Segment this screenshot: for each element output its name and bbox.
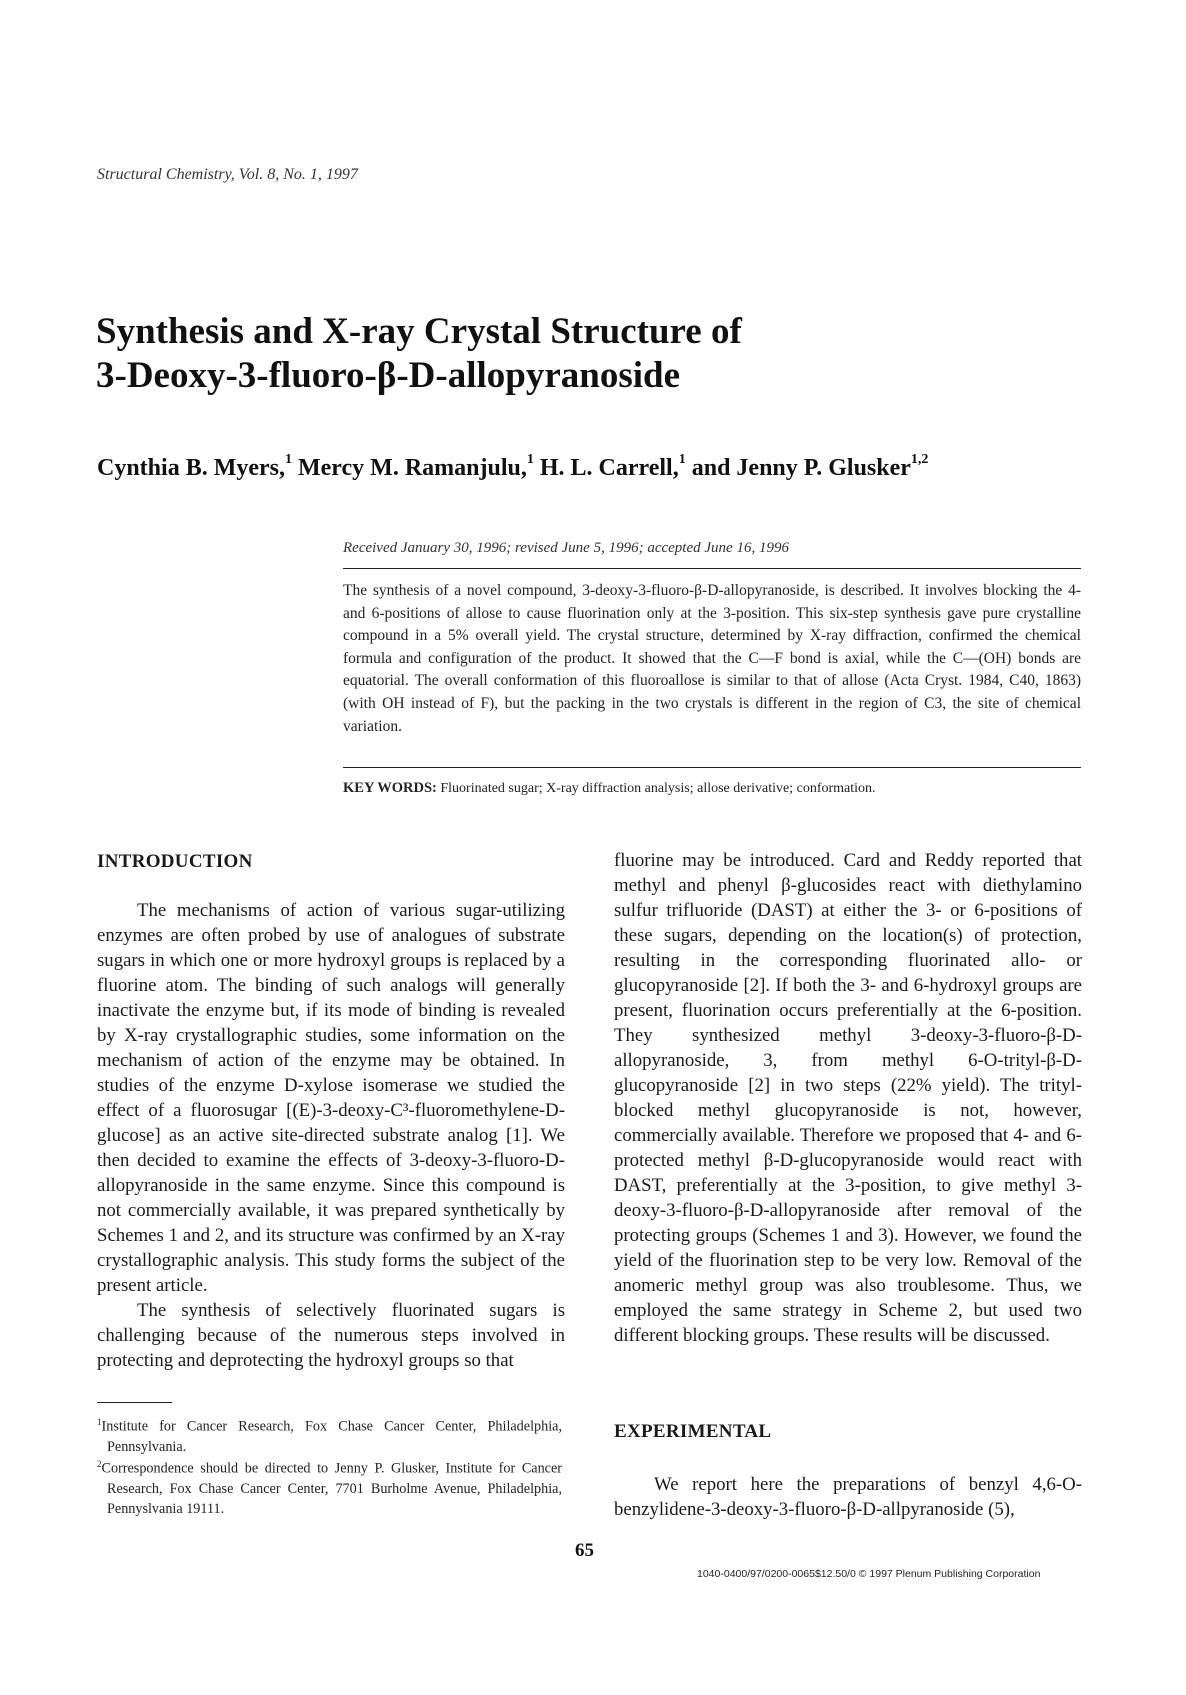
author-affiliation-mark: 1 — [285, 452, 292, 467]
footnote — [97, 1412, 562, 1457]
footnote-mark: 1 — [97, 1417, 102, 1427]
abstract: The synthesis of a novel compound, 3-deoxy-3-fluoro-β-D-allopyranoside, is described. It involves blocking the 4- and 6-positions of allose to cause fluorination only at the 3-position. This six-step synthesis gave pure crystalline compound in a 5% overall yield. The crystal structure, determined by X-ray diffraction, confirmed the chemical formula and configuration of the product. It showed that the C—F bond is axial, while the C—(OH) bonds are equatorial. The overall conformation of this fluoroallose is similar to that of allose (Acta Cryst. 1984, C40, 1863) (with OH instead of F), but the packing in the two crystals is different in the region of C3, the site of chemical variation. — [343, 582, 1081, 735]
footnote-text: Correspondence should be directed to Jenny P. Glusker, Institute for Cancer Research, Fox Chase Cancer Center, 7701 Burholme Avenue, Philadelphia, Pennyslvania 19111. — [101, 1460, 562, 1517]
footnote-rule — [97, 1402, 172, 1403]
paragraph: fluorine may be introduced. Card and Reddy reported that methyl and phenyl β-glucosides react with diethylamino sulfur trifluoride (DAST) at either the 3- or 6-positions of these sugars, depending on the location(s) of protection, resulting in the corresponding fluorinated allo- or glucopyranoside [2]. If both the 3- and 6-hydroxyl groups are present, fluorination occurs preferentially at the 6-position. They synthesized methyl 3-deoxy-3-fluoro-β-D-allopyranoside, 3, from methyl 6-O-trityl-β-D-glucopyranoside [2] in two steps (22% yield). The trityl-blocked methyl glucopyranoside is not, however, commercially available. Therefore we proposed that 4- and 6-protected methyl β-D-glucopyranoside would react with DAST, preferentially at the 3-position, to give methyl 3-deoxy-3-fluoro-β-D-allopyranoside after removal of the protecting groups (Schemes 1 and 3). However, we found the yield of the fluorination step to be very low. Removal of the anomeric methyl group was also troublesome. Thus, we employed the same strategy in Scheme 2, but used two different blocking groups. These results will be discussed. — [614, 850, 1082, 1346]
section-heading-experimental: EXPERIMENTAL — [614, 1421, 772, 1442]
abstract-bottom-rule — [343, 767, 1081, 768]
title-line-2: 3-Deoxy-3-fluoro-β-D-allopyranoside — [96, 355, 681, 396]
paragraph: The mechanisms of action of various sugar-utilizing enzymes are often probed by use of analogues of substrate sugars in which one or more hydroxyl groups is replaced by a fluorine atom. The binding of such analogs will generally inactivate the enzyme but, if its mode of binding is revealed by X-ray crystallographic studies, some information on the mechanism of action of the enzyme may be obtained. In studies of the enzyme D-xylose isomerase we studied the effect of a fluorosugar [(E)-3-deoxy-C³-fluoromethylene-D-glucose] as an active site-directed substrate analog [1]. We then decided to examine the effects of 3-deoxy-3-fluoro-D-allopyranoside in the same enzyme. Since this compound is not commercially available, it was prepared synthetically by Schemes 1 and 2, and its structure was confirmed by an X-ray crystallographic analysis. This study forms the subject of the present article. — [97, 900, 565, 1296]
left-column — [97, 898, 565, 1373]
experimental-text — [614, 1472, 1082, 1522]
abstract-top-rule — [343, 568, 1081, 569]
footnote-mark: 2 — [97, 1459, 102, 1469]
author-affiliation-mark: 1 — [526, 452, 534, 467]
keywords — [343, 780, 876, 797]
keywords-list: Fluorinated sugar; X-ray diffraction analysis; allose derivative; conformation. — [440, 781, 876, 796]
keywords-label: KEY WORDS: — [343, 780, 437, 796]
page-number: 65 — [575, 1540, 594, 1561]
author-name: Mercy M. Ramanjulu, — [298, 455, 527, 481]
copyright-line: 1040-0400/97/0200-0065$12.50/0 © 1997 Plenum Publishing Corporation — [697, 1568, 1041, 1580]
author-list — [97, 452, 929, 482]
author-name: Cynthia B. Myers, — [97, 455, 285, 481]
author-affiliation-mark: 1,2 — [910, 452, 929, 467]
title-line-1: Synthesis and X-ray Crystal Structure of — [96, 311, 742, 352]
article-title — [96, 310, 742, 398]
footnote — [97, 1454, 562, 1519]
paragraph: We report here the preparations of benzyl 4,6-O-benzylidene-3-deoxy-3-fluoro-β-D-allpyranoside (5), — [614, 1474, 1082, 1520]
paragraph: The synthesis of selectively fluorinated sugars is challenging because of the numerous steps involved in protecting and deprotecting the hydroxyl groups so that — [97, 1300, 565, 1371]
section-heading-introduction: INTRODUCTION — [97, 851, 253, 872]
received-dates: Received January 30, 1996; revised June 5, 1996; accepted June 16, 1996 — [343, 540, 789, 556]
author-name: and Jenny P. Glusker — [691, 455, 911, 481]
journal-citation: Structural Chemistry, Vol. 8, No. 1, 1997 — [97, 166, 358, 183]
right-column — [614, 848, 1082, 1348]
footnote-text: Institute for Cancer Research, Fox Chase Cancer Center, Philadelphia, Pennsylvania. — [101, 1418, 562, 1455]
author-affiliation-mark: 1 — [678, 452, 686, 467]
author-name: H. L. Carrell, — [539, 455, 679, 481]
